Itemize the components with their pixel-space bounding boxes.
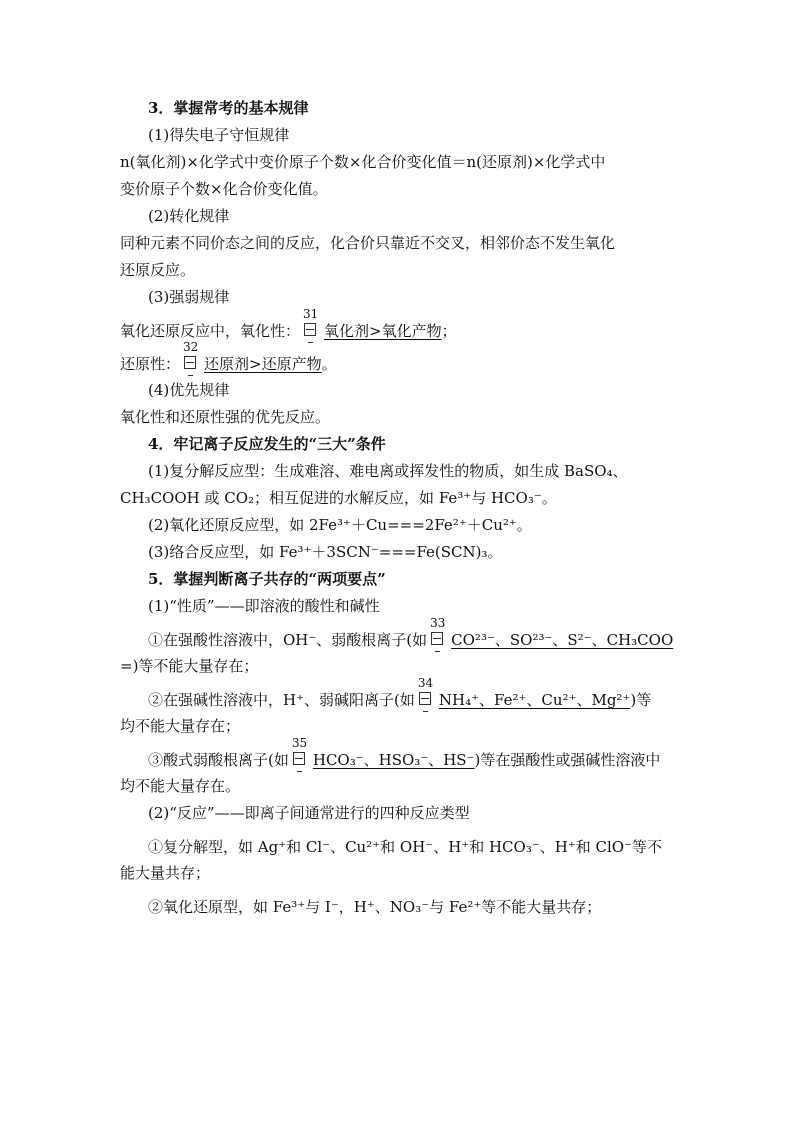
text: )等在强酸性或强碱性溶液中 bbox=[474, 751, 661, 769]
rule-4-text: 氧化性和还原性强的优先反应。 bbox=[120, 408, 331, 426]
document-body bbox=[120, 95, 680, 920]
section-3-heading: 3．掌握常考的基本规律 bbox=[148, 99, 309, 117]
blank-dash bbox=[188, 375, 193, 376]
condition-3: (3)络合反应型，如 Fe³⁺＋3SCN⁻===Fe(SCN)₃。 bbox=[148, 543, 503, 561]
condition-2: (2)氧化还原反应型，如 2Fe³⁺＋Cu===2Fe²⁺＋Cu²⁺。 bbox=[148, 516, 532, 534]
rule-2-text-2: 还原反应。 bbox=[120, 261, 196, 279]
blank-dash bbox=[423, 711, 428, 712]
rule-2-text-1: 同种元素不同价态之间的反应，化合价只靠近不交叉，相邻价态不发生氧化 bbox=[120, 234, 616, 252]
point-1-title: (1)“性质”——即溶液的酸性和碱性 bbox=[148, 597, 380, 615]
blank-number: 31 bbox=[303, 307, 319, 321]
blank-box-icon bbox=[184, 356, 196, 369]
blank-box-icon bbox=[293, 752, 305, 765]
answer-31: 氧化剂>氧化产物 bbox=[324, 322, 442, 340]
answer-35: HCO₃⁻、HSO₃⁻、HS⁻ bbox=[312, 751, 475, 769]
rule-4-title: (4)优先规律 bbox=[148, 381, 230, 399]
point-2-type-2: ②氧化还原型，如 Fe³⁺与 I⁻，H⁺、NO₃⁻与 Fe²⁺等不能大量共存； bbox=[148, 898, 602, 916]
answer-32: 还原剂>还原产物 bbox=[204, 355, 322, 373]
point-1-acid-line bbox=[120, 616, 680, 653]
rule-1-title: (1)得失电子守恒规律 bbox=[148, 126, 290, 144]
blank-box-icon bbox=[431, 632, 443, 645]
point-2-type-1-line-1: ①复分解型，如 Ag⁺和 Cl⁻、Cu²⁺和 OH⁻、H⁺和 HCO₃⁻、H⁺和 ClO⁻等不 bbox=[148, 838, 663, 856]
rule-3-oxidizing-line bbox=[120, 307, 680, 344]
text: ③酸式弱酸根离子(如 bbox=[148, 751, 289, 769]
rule-1-text-1: n(氧化剂)×化学式中变价原子个数×化合价变化值＝n(还原剂)×化学式中 bbox=[120, 153, 606, 171]
text: ②在强碱性溶液中，H⁺、弱碱阳离子(如 bbox=[148, 691, 415, 709]
text: )等 bbox=[630, 691, 652, 709]
answer-34: NH₄⁺、Fe²⁺、Cu²⁺、Mg²⁺ bbox=[438, 691, 631, 709]
section-5-heading: 5．掌握判断离子共存的“两项要点” bbox=[148, 570, 386, 588]
text: 还原性： bbox=[120, 355, 181, 373]
condition-1-line-2: CH₃COOH 或 CO₂；相互促进的水解反应，如 Fe³⁺与 HCO₃⁻。 bbox=[120, 489, 557, 507]
blank-box-icon bbox=[419, 692, 431, 705]
rule-3-reducing-line bbox=[120, 340, 680, 377]
text: ①在强酸性溶液中，OH⁻、弱酸根离子(如 bbox=[148, 631, 428, 649]
blank-number: 32 bbox=[183, 340, 199, 354]
point-1-base-line-2: 均不能大量存在； bbox=[120, 717, 241, 735]
fill-blank-35[interactable] bbox=[289, 736, 311, 768]
point-1-acid-salt-line bbox=[120, 736, 680, 773]
rule-3-title: (3)强弱规律 bbox=[148, 288, 230, 306]
point-1-acid-salt-line-2: 均不能大量存在。 bbox=[120, 777, 241, 795]
point-2-title: (2)“反应”——即离子间通常进行的四种反应类型 bbox=[148, 804, 470, 822]
fill-blank-33[interactable] bbox=[427, 616, 449, 648]
answer-33: CO²³⁻、SO²³⁻、S²⁻、CH₃COO bbox=[451, 631, 674, 649]
blank-number: 33 bbox=[430, 616, 446, 630]
blank-number: 35 bbox=[291, 736, 308, 750]
fill-blank-31[interactable] bbox=[300, 307, 322, 339]
blank-dash bbox=[297, 771, 302, 772]
blank-number: 34 bbox=[417, 676, 434, 690]
rule-1-text-2: 变价原子个数×化合价变化值。 bbox=[120, 180, 328, 198]
blank-box-icon bbox=[304, 323, 316, 336]
section-4-heading: 4．牢记离子反应发生的“三大”条件 bbox=[148, 435, 386, 453]
text: 氧化还原反应中，氧化性： bbox=[120, 322, 301, 340]
rule-2-title: (2)转化规律 bbox=[148, 207, 230, 225]
text: 。 bbox=[321, 355, 337, 373]
text: ； bbox=[441, 322, 457, 340]
fill-blank-34[interactable] bbox=[415, 676, 437, 708]
point-2-type-1-line-2: 能大量共存； bbox=[120, 864, 211, 882]
blank-dash bbox=[435, 651, 440, 652]
point-1-acid-line-2: =)等不能大量存在； bbox=[120, 657, 259, 675]
condition-1-line-1: (1)复分解反应型：生成难溶、难电离或挥发性的物质，如生成 BaSO₄、 bbox=[148, 462, 628, 480]
blank-dash bbox=[308, 342, 313, 343]
fill-blank-32[interactable] bbox=[180, 340, 202, 372]
point-1-base-line bbox=[120, 676, 680, 713]
